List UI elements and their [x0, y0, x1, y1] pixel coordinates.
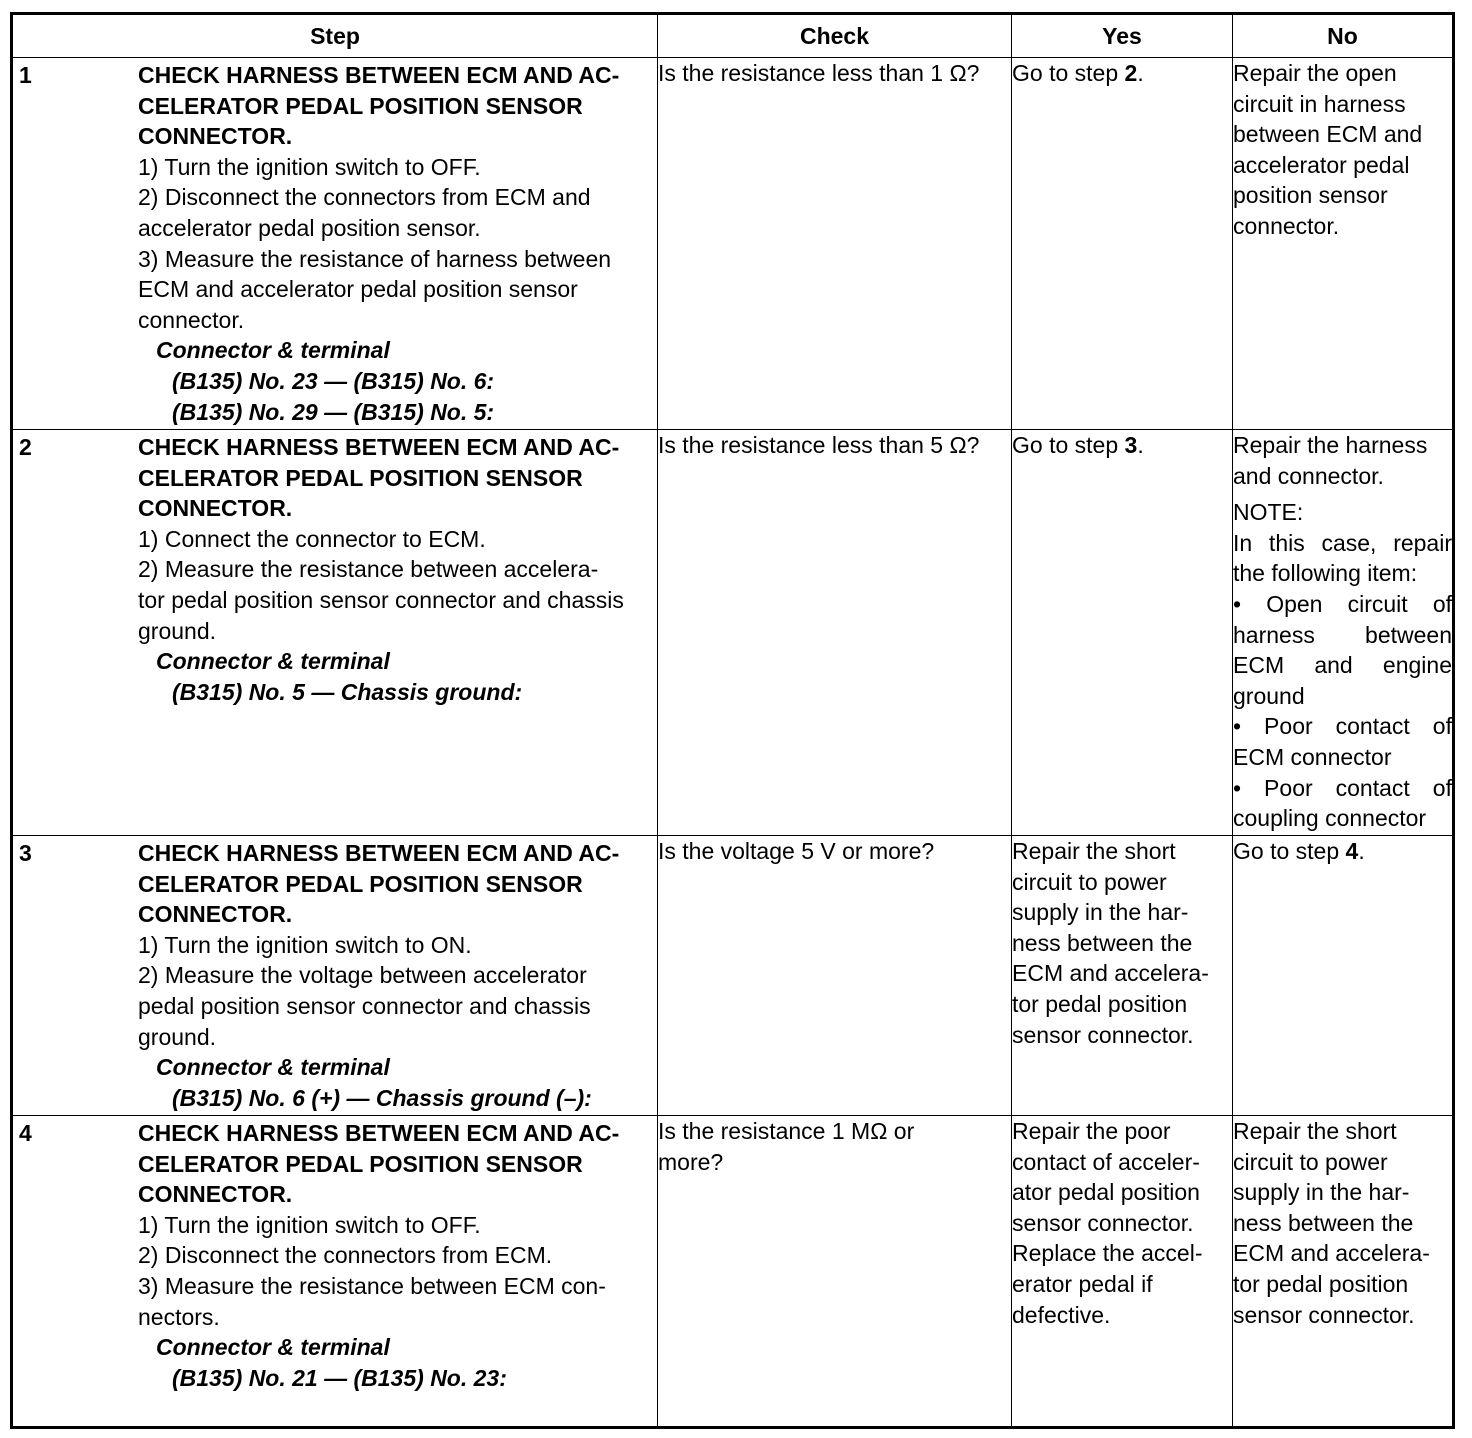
note-bullet: • Poor contact of ECM connector [1233, 713, 1452, 770]
connector-terminal-line: (B135) No. 23 — (B315) No. 6: [172, 367, 495, 394]
yes-cell: Go to step 3. [1012, 430, 1233, 836]
no-cell: Repair the short circuit to power supply in the har- ness between the ECM and accelera- tor pedal position sensor connector. [1233, 1116, 1454, 1428]
step-procedure: 1) Connect the connector to ECM. 2) Measure the resistance between accelera- tor pedal position sensor connector and chassis ground. [138, 525, 624, 644]
header-yes: Yes [1012, 14, 1233, 58]
table-row [12, 58, 1454, 430]
no-cell: Repair the open circuit in harness between ECM and accelerator pedal position sensor connector. [1233, 58, 1454, 430]
note-bullet: • Poor contact of coupling connector [1233, 774, 1452, 832]
connector-terminal-title: Connector & terminal [156, 648, 390, 675]
yes-cell: Repair the short circuit to power supply in the har- ness between the ECM and accelera- tor pedal position sensor connector. [1012, 836, 1233, 1116]
step-procedure: 1) Turn the ignition switch to ON. 2) Measure the voltage between accelerator pedal position sensor connector and chassis ground. [138, 931, 591, 1050]
check-cell: Is the resistance 1 MΩ or more? [658, 1116, 1012, 1428]
header-no: No [1233, 14, 1454, 58]
step-cell [12, 1116, 658, 1428]
table-row [12, 836, 1454, 1116]
table-row [12, 430, 1454, 836]
header-check: Check [658, 14, 1012, 58]
no-cell: Go to step 4. [1233, 836, 1454, 1116]
header-row [12, 14, 1454, 58]
connector-terminal-line: (B135) No. 29 — (B315) No. 5: [172, 398, 495, 425]
connector-terminal-line: (B315) No. 5 — Chassis ground: [172, 678, 523, 705]
note-text: In this case, repair the following item: [1233, 529, 1452, 587]
connector-terminal-title: Connector & terminal [156, 1054, 390, 1081]
step-heading: CHECK HARNESS BETWEEN ECM AND AC- CELERATOR PEDAL POSITION SENSOR CONNECTOR. [138, 840, 620, 928]
connector-terminal-title: Connector & terminal [156, 1334, 390, 1361]
check-cell: Is the resistance less than 5 Ω? [658, 430, 1012, 836]
step-heading: CHECK HARNESS BETWEEN ECM AND AC- CELERATOR PEDAL POSITION SENSOR CONNECTOR. [138, 434, 620, 522]
yes-cell: Go to step 2. [1012, 58, 1233, 430]
table-row [12, 1116, 1454, 1428]
note-bullet: • Open circuit of harness between ECM and engine ground [1233, 590, 1452, 709]
connector-terminal-line: (B315) No. 6 (+) — Chassis ground (–): [172, 1084, 592, 1111]
check-cell: Is the voltage 5 V or more? [658, 836, 1012, 1116]
step-number: 2 [19, 434, 32, 460]
check-cell: Is the resistance less than 1 Ω? [658, 58, 1012, 430]
step-cell [12, 58, 658, 430]
step-cell [12, 430, 658, 836]
step-heading: CHECK HARNESS BETWEEN ECM AND AC- CELERATOR PEDAL POSITION SENSOR CONNECTOR. [138, 62, 620, 150]
step-number: 3 [19, 840, 32, 866]
connector-terminal-line: (B135) No. 21 — (B135) No. 23: [172, 1364, 507, 1391]
step-number: 1 [19, 62, 32, 88]
header-step: Step [12, 14, 658, 58]
step-heading: CHECK HARNESS BETWEEN ECM AND AC- CELERATOR PEDAL POSITION SENSOR CONNECTOR. [138, 1120, 620, 1208]
step-number: 4 [19, 1120, 32, 1146]
yes-cell: Repair the poor contact of acceler- ator pedal position sensor connector. Replace the accel- erator pedal if defective. [1012, 1116, 1233, 1428]
step-cell [12, 836, 658, 1116]
step-procedure: 1) Turn the ignition switch to OFF. 2) Disconnect the connectors from ECM and accelerator pedal position sensor. 3) Measure the resistance of harness between ECM and accelerator pedal position sensor connector. [138, 153, 612, 333]
connector-terminal-title: Connector & terminal [156, 337, 390, 364]
note-label: NOTE: [1233, 499, 1304, 526]
diagnostic-table [10, 12, 1455, 1429]
no-cell: Repair the harness and connector. NOTE: In this case, repair the following item: • Open circuit of harness between ECM and engine ground • Poor contact of ECM connector • Poor contact of coupling connector [1233, 430, 1454, 836]
step-procedure: 1) Turn the ignition switch to OFF. 2) Disconnect the connectors from ECM. 3) Measure the resistance between ECM con- nectors. [138, 1211, 606, 1330]
